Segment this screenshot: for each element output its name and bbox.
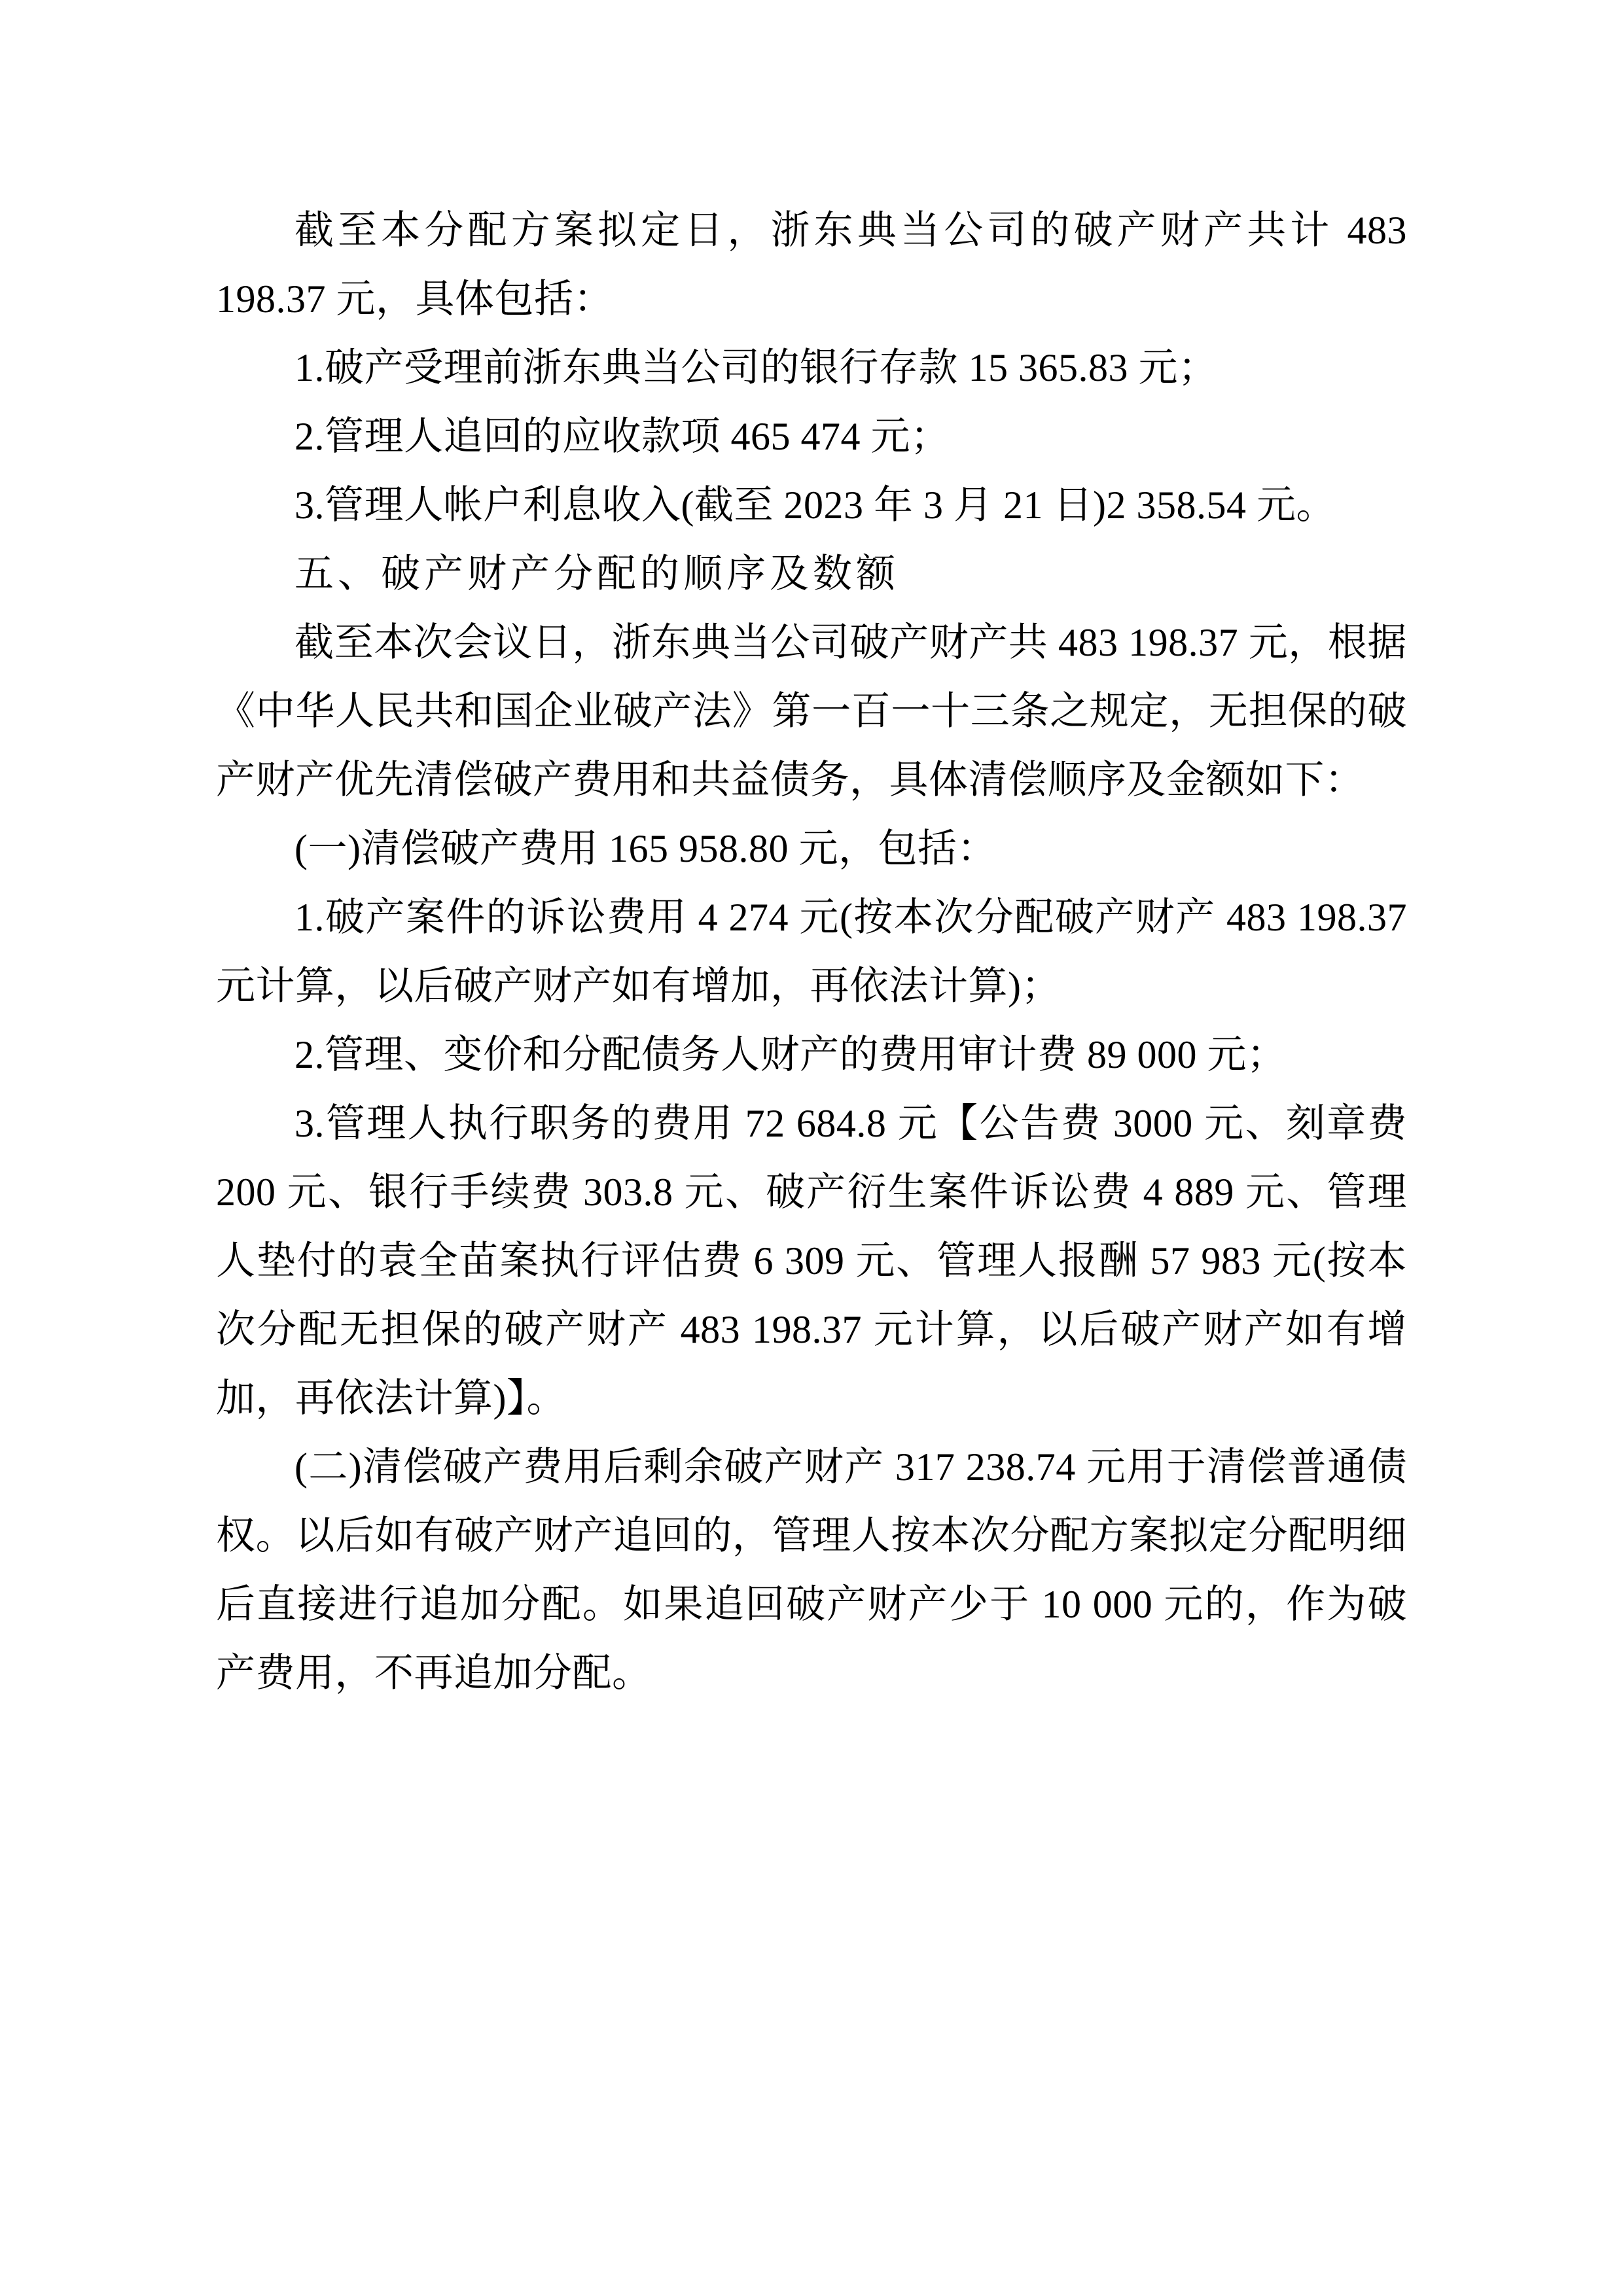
paragraph-sub-two-remaining-property: (二)清偿破产费用后剩余破产财产 317 238.74 元用于清偿普通债权。以后如有破产财产追回的，管理人按本次分配方案拟定分配明细后直接进行追加分配。如果追回破产财产少于 10 000 元的，作为破产费用，不再追加分配。 [216,1445,1407,1695]
paragraph-expense-administrator-duty: 3.管理人执行职务的费用 72 684.8 元【公告费 3000 元、刻章费 200 元、银行手续费 303.8 元、破产衍生案件诉讼费 4 889 元、管理人垫付的袁全苗案执行评估费 6 309 元、管理人报酬 57 983 元(按本次分配无担保的破产财产 483 198.37 元计算，以后破产财产如有增加，再依法计算)】。 [216,1102,1407,1420]
paragraph-item-bank-deposit: 1.破产受理前浙东典当公司的银行存款 15 365.83 元； [294,346,1218,389]
heading-section-five: 五、破产财产分配的顺序及数额 [294,552,899,595]
paragraph-expense-litigation-fee: 1.破产案件的诉讼费用 4 274 元(按本次分配破产财产 483 198.37 元计算，以后破产财产如有增加，再依法计算)； [216,896,1407,1008]
paragraph-expense-audit-fee: 2.管理、变价和分配债务人财产的费用审计费 89 000 元； [294,1033,1287,1076]
paragraph-bankruptcy-property-total: 截至本分配方案拟定日，浙东典当公司的破产财产共计 483 198.37 元，具体包括： [216,209,1407,321]
paragraph-legal-basis: 截至本次会议日，浙东典当公司破产财产共 483 198.37 元，根据《中华人民共和国企业破产法》第一百一十三条之规定，无担保的破产财产优先清偿破产费用和共益债务，具体清偿顺序及金额如下： [216,621,1407,802]
paragraph-item-interest-income: 3.管理人帐户利息收入(截至 2023 年 3 月 21 日)2 358.54 元。 [294,484,1336,527]
paragraph-sub-one-bankruptcy-expenses: (一)清偿破产费用 165 958.80 元，包括： [294,827,997,870]
document-body [216,196,1407,1708]
paragraph-item-recovered-receivables: 2.管理人追回的应收款项 465 474 元； [294,415,950,458]
